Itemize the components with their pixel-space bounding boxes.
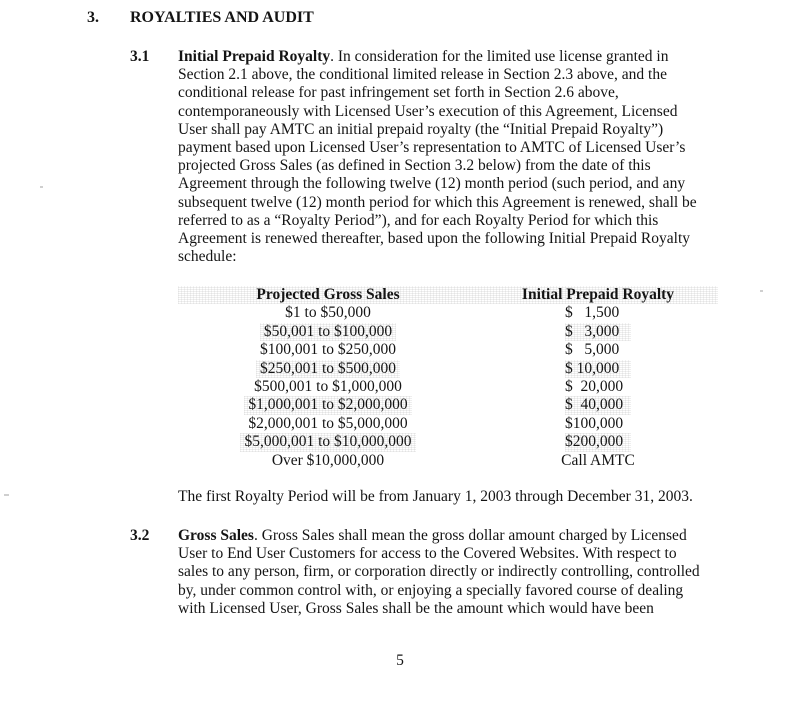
sales-cell: $50,001 to $100,000 xyxy=(260,323,396,341)
paragraph-initial-prepaid-royalty xyxy=(178,48,727,266)
table-row xyxy=(178,378,718,396)
first-royalty-period: The first Royalty Period will be from January 1, 2003 through December 31, 2003. xyxy=(178,488,693,505)
paragraph-line: referred to as a “Royalty Period”), and for each Royalty Period for which this xyxy=(178,211,659,229)
scan-speck xyxy=(40,186,43,188)
royalty-cell: $ 5,000 xyxy=(565,341,620,359)
section-title: ROYALTIES AND AUDIT xyxy=(130,9,314,26)
scan-speck xyxy=(760,290,763,292)
royalty-cell: $ 10,000 xyxy=(565,360,631,378)
paragraph-line: payment based upon Licensed User’s representation to AMTC of Licensed User’s xyxy=(178,139,686,157)
subsection-number-3-2: 3.2 xyxy=(130,527,150,544)
table-row xyxy=(178,396,718,414)
paragraph-lead: Initial Prepaid Royalty xyxy=(178,48,331,65)
section-number: 3. xyxy=(87,9,99,26)
sales-cell: Over $10,000,000 xyxy=(271,451,385,469)
table-row xyxy=(178,433,718,451)
page-number: 5 xyxy=(396,652,404,669)
royalty-cell: $ 3,000 xyxy=(565,323,631,341)
paragraph-line: Agreement through the following twelve (12) month period (such period, and any xyxy=(178,175,686,193)
column-header-sales: Projected Gross Sales xyxy=(256,286,400,303)
scan-speck xyxy=(4,494,9,496)
table-header-row xyxy=(178,286,718,304)
table-row xyxy=(178,323,718,341)
sales-cell: $500,001 to $1,000,000 xyxy=(254,378,402,396)
subsection-number-3-1: 3.1 xyxy=(130,48,150,65)
paragraph-line: sales to any person, firm, or corporation directly or indirectly controlling, controlled xyxy=(178,563,700,581)
sales-cell: $2,000,001 to $5,000,000 xyxy=(248,414,408,432)
table-row xyxy=(178,452,718,470)
paragraph-line: User shall pay AMTC an initial prepaid royalty (the “Initial Prepaid Royalty”) xyxy=(178,120,664,138)
paragraph-line: User to End User Customers for access to the Covered Websites. With respect to xyxy=(178,545,677,563)
table-row xyxy=(178,341,718,359)
royalty-cell: $ 1,500 xyxy=(565,304,620,322)
sales-cell: $5,000,001 to $10,000,000 xyxy=(240,433,415,451)
paragraph-line: conditional release for past infringement set forth in Section 2.6 above, xyxy=(178,84,619,102)
table-row xyxy=(178,304,718,322)
paragraph-line: subsequent twelve (12) month period for which this Agreement is renewed, shall be xyxy=(178,193,697,211)
royalty-cell: $ 20,000 xyxy=(565,378,624,396)
royalty-cell: $ 40,000 xyxy=(565,396,631,414)
paragraph-line: Gross Sales. Gross Sales shall mean the gross dollar amount charged by Licensed xyxy=(178,527,687,544)
paragraph-line: Agreement is renewed thereafter, based upon the following Initial Prepaid Royalty xyxy=(178,230,691,248)
paragraph-line: contemporaneously with Licensed User’s execution of this Agreement, Licensed xyxy=(178,102,678,120)
table-row xyxy=(178,360,718,378)
table-row xyxy=(178,415,718,433)
sales-cell: $1 to $50,000 xyxy=(285,304,371,322)
paragraph-line: Initial Prepaid Royalty. In consideration for the limited use license granted in xyxy=(178,48,669,65)
paragraph-lead: Gross Sales xyxy=(178,527,254,544)
paragraph-line: with Licensed User, Gross Sales shall be the amount which would have been xyxy=(178,599,654,617)
paragraph-line: projected Gross Sales (as defined in Section 3.2 below) from the date of this xyxy=(178,157,651,175)
royalty-cell: $100,000 xyxy=(565,414,624,432)
sales-cell: $1,000,001 to $2,000,000 xyxy=(244,396,411,414)
column-header-royalty: Initial Prepaid Royalty xyxy=(521,286,675,303)
royalty-cell: Call AMTC xyxy=(561,451,635,469)
royalty-schedule-table xyxy=(178,286,718,470)
paragraph-gross-sales xyxy=(178,527,727,618)
paragraph-line: by, under common control with, or enjoying a specially favored course of dealing xyxy=(178,581,684,599)
sales-cell: $100,001 to $250,000 xyxy=(259,341,397,359)
paragraph-line: schedule: xyxy=(178,248,237,266)
royalty-cell: $200,000 xyxy=(565,433,631,451)
paragraph-line: Section 2.1 above, the conditional limited release in Section 2.3 above, and the xyxy=(178,66,667,84)
sales-cell: $250,001 to $500,000 xyxy=(256,360,400,378)
